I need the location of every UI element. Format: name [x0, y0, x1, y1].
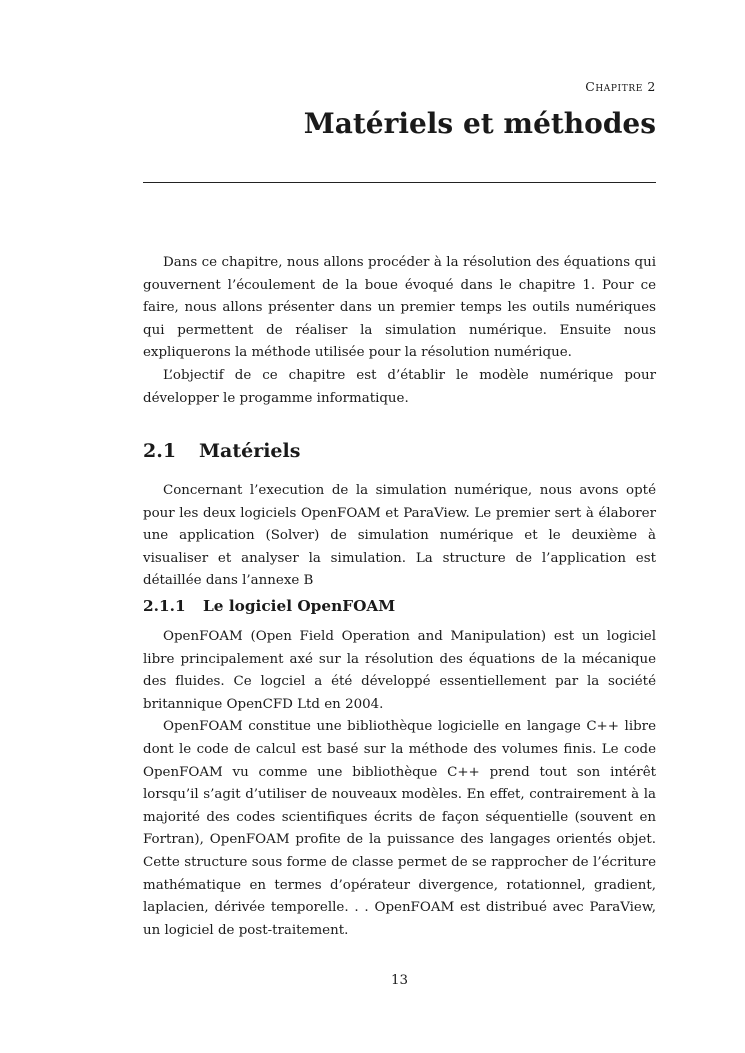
chapter-divider: [143, 182, 656, 183]
chapter-label: Chapitre 2: [585, 79, 656, 94]
subsection-text: [143, 626, 656, 942]
page-number: 13: [390, 973, 409, 988]
subsection-paragraph: OpenFOAM (Open Field Operation and Manipulation) est un logiciel libre principalement axé sur la résolution des équations de la mécanique des fluides. Ce logciel a été développé essentiellement par la société britannique OpenCFD Ltd en 2004.: [143, 629, 656, 712]
chapter-title: Matériels et méthodes: [303, 107, 656, 140]
intro-text: [143, 252, 656, 410]
subsection-title: Le logiciel OpenFOAM: [203, 597, 396, 615]
subsection-heading: [143, 597, 395, 615]
subsection-paragraph: OpenFOAM constitue une bibliothèque logicielle en langage C++ libre dont le code de calcul est basé sur la méthode des volumes finis. Le code OpenFOAM vu comme une bibliothèque C++ prend tout son intérêt lorsqu’il s’agit d’utiliser de nouveaux modèles. En effet, contrairement à la majorité des codes scientifiques écrits de façon séquentielle (souvent en Fortran), OpenFOAM profite de la puissance des langages orientés objet. Cette structure sous forme de classe permet de se rapprocher de l’écriture mathématique en termes d’opérateur divergence, rotationnel, gradient, laplacien, dérivée temporelle. . . OpenFOAM est distribué avec ParaView, un logiciel de post-traitement.: [143, 719, 656, 938]
subsection-number: 2.1.1: [143, 597, 186, 615]
intro-paragraph: L’objectif de ce chapitre est d’établir le modèle numérique pour développer le progamme informatique.: [143, 367, 656, 406]
section-heading: [143, 440, 300, 462]
section-number: 2.1: [143, 440, 177, 462]
intro-paragraph: Dans ce chapitre, nous allons procéder à la résolution des équations qui gouvernent l’écoulement de la boue évoqué dans le chapitre 1. Pour ce faire, nous allons présenter dans un premier temps les outils numériques qui permettent de réaliser la simulation numérique. Ensuite nous expliquerons la méthode utilisée pour la résolution numérique.: [143, 255, 656, 361]
document-page: [143, 0, 656, 1053]
section-title: Matériels: [199, 440, 301, 462]
section-paragraph: Concernant l’execution de la simulation numérique, nous avons opté pour les deux logiciels OpenFOAM et ParaView. Le premier sert à élaborer une application (Solver) de simulation numérique et le deuxième à visualiser et analyser la simulation. La structure de l’application est détaillée dans l’annexe B: [143, 483, 656, 589]
section-text: [143, 480, 656, 593]
